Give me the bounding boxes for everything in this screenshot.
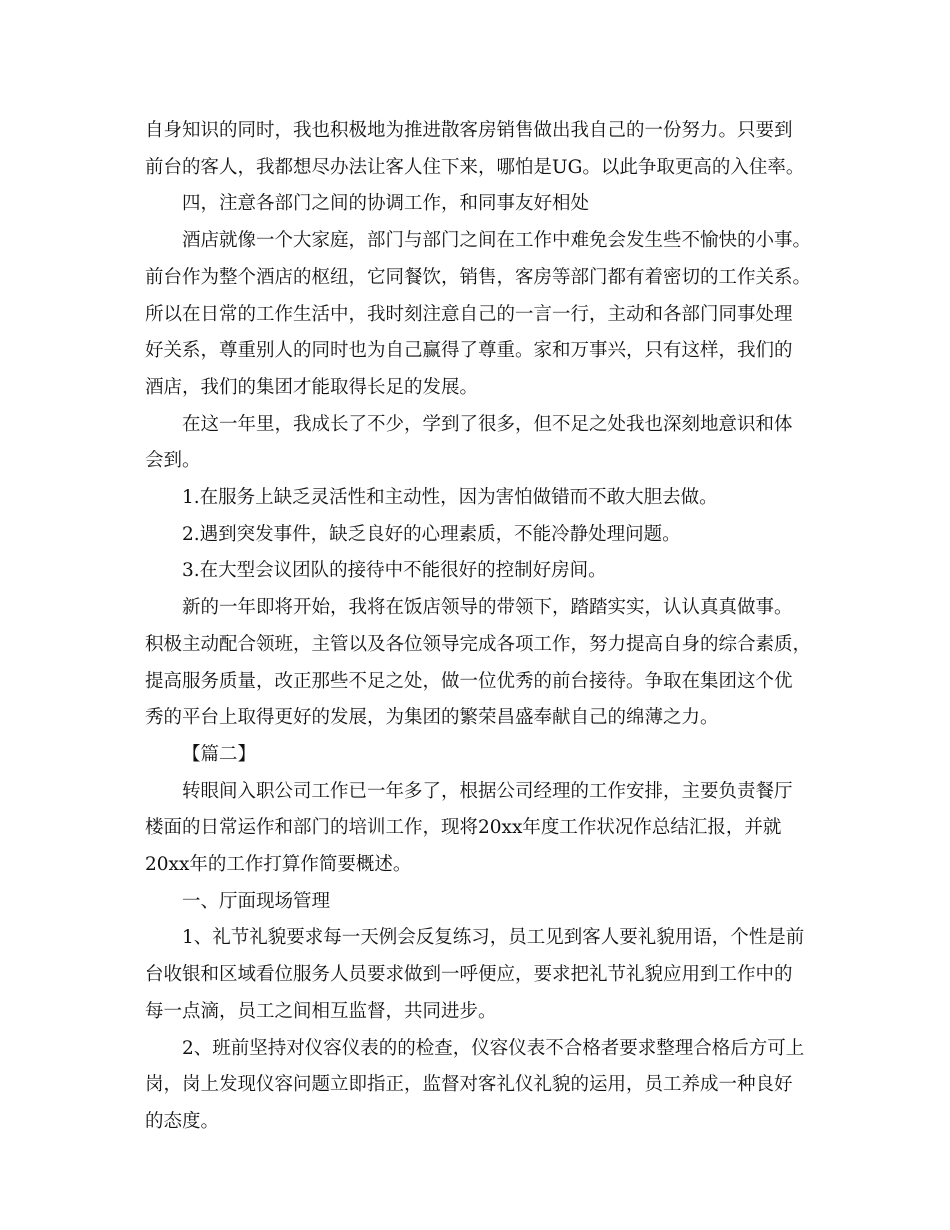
text-line: 20xx年的工作打算作简要概述。 [145,854,412,875]
text-line: 3.在大型会议团队的接待中不能很好的控制好房间。 [182,560,607,582]
text-line: 前台的客人，我都想尽办法让客人住下来，哪怕是UG。以此争取更高的入住率。 [145,156,805,178]
text-line: 积极主动配合领班，主管以及各位领导完成各项工作，努力提高自身的综合素质， [145,633,812,655]
text-line: 所以在日常的工作生活中，我时刻注意自己的一言一行，主动和各部门同事处理 [145,303,793,325]
text-line: 酒店就像一个大家庭，部门与部门之间在工作中难免会发生些不愉快的小事。 [182,230,812,252]
text-line: 四，注意各部门之间的协调工作，和同事友好相处 [182,193,590,215]
text-line: 1、礼节礼貌要求每一天例会反复练习，员工见到客人要礼貌用语，个性是前 [182,927,805,949]
text-line: 2、班前坚持对仪容仪表的的检查，仪容仪表不合格者要求整理合格后方可上 [182,1037,805,1059]
text-line: 台收银和区域看位服务人员要求做到一呼便应，要求把礼节礼貌应用到工作中的 [145,964,793,986]
text-line: 转眼间入职公司工作已一年多了，根据公司经理的工作安排，主要负责餐厅 [182,780,793,802]
text-line: 1.在服务上缺乏灵活性和主动性，因为害怕做错而不敢大胆去做。 [182,487,718,508]
text-line: 前台作为整个酒店的枢纽，它同餐饮，销售，客房等部门都有着密切的工作关系。 [145,266,812,288]
text-line: 2.遇到突发事件，缺乏良好的心理素质，不能冷静处理问题。 [182,523,681,545]
text-line: 每一点滴，员工之间相互监督，共同进步。 [145,1000,497,1022]
text-line: 好关系，尊重别人的同时也为自己赢得了尊重。家和万事兴，只有这样，我们的 [145,340,793,362]
text-line: 在这一年里，我成长了不少，学到了很多，但不足之处我也深刻地意识和体 [182,413,793,435]
text-line: 一、厅面现场管理 [182,890,331,912]
text-line: 提高服务质量，改正那些不足之处，做一位优秀的前台接待。争取在集团这个优 [145,670,793,692]
text-line: 会到。 [145,450,201,472]
text-line: 的态度。 [145,1110,220,1132]
text-line: 岗，岗上发现仪容问题立即指正，监督对客礼仪礼貌的运用，员工养成一种良好 [145,1074,793,1096]
text-line: 新的一年即将开始，我将在饭店领导的带领下，踏踏实实，认认真真做事。 [182,597,793,619]
text-line: 自身知识的同时，我也积极地为推进散客房销售做出我自己的一份努力。只要到 [145,120,793,141]
text-line: 【篇二】 [182,743,257,765]
text-line: 酒店，我们的集团才能取得长足的发展。 [145,376,479,398]
text-line: 秀的平台上取得更好的发展，为集团的繁荣昌盛奉献自己的绵薄之力。 [145,707,719,729]
text-line: 楼面的日常运作和部门的培训工作，现将20xx年度工作状况作总结汇报，并就 [145,817,782,839]
